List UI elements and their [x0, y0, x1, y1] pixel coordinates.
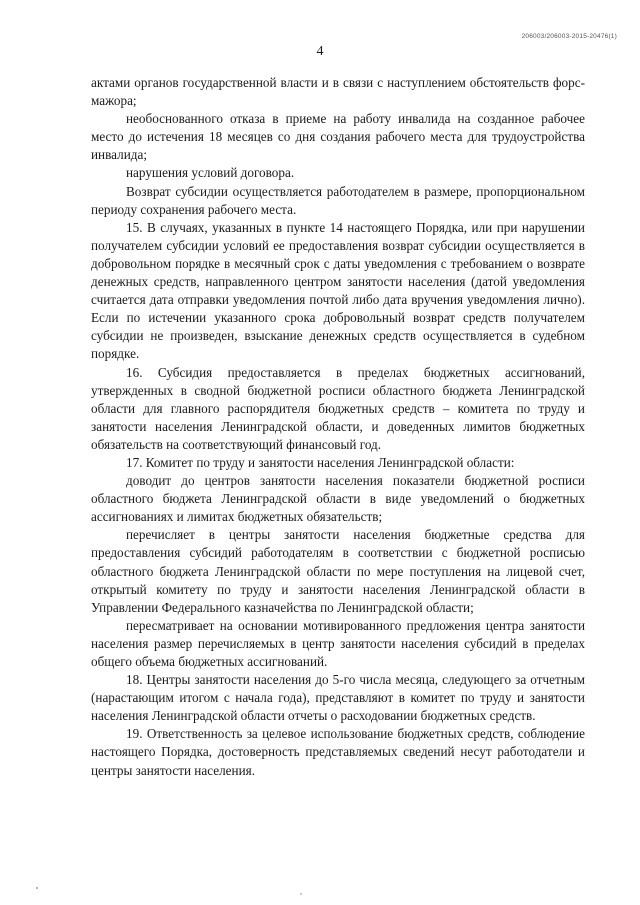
paragraph-unjustified-refusal: необоснованного отказа в приеме на работу инвалида на созданное рабочее место до истечения 18 месяцев со дня создания рабочего места для трудоустройства инвалида; — [91, 111, 585, 163]
document-id: 206003/206003-2015-20476(1) — [521, 33, 617, 40]
document-body — [91, 74, 585, 780]
paragraph-clause-16: 16. Субсидия предоставляется в пределах бюджетных ассигнований, утвержденных в сводной бюджетной росписи областного бюджета Ленинградской области для главного распорядителя бюджетных средств – комитета по труду и занятости населения Ленинградской области, и доведенных лимитов бюджетных обязательств на соответствующий финансовый год. — [91, 364, 585, 452]
paragraph-clause-19: 19. Ответственность за целевое использование бюджетных средств, соблюдение настоящего Порядка, достоверность представляемых сведений несут работодатели и центры занятости населения. — [91, 726, 585, 778]
paragraph-clause-17: 17. Комитет по труду и занятости населения Ленинградской области: — [126, 454, 515, 470]
paragraph-subsidy-return: Возврат субсидии осуществляется работодателем в размере, пропорциональном периоду сохранения рабочего места. — [91, 183, 585, 217]
paragraph-clause-17-revision: пересматривает на основании мотивированного предложения центра занятости населения размер перечисляемых в центр занятости населения субсидий в пределах общего объема бюджетных ассигнований. — [91, 617, 585, 669]
paragraph-contract-violation: нарушения условий договора. — [126, 165, 295, 181]
page-number: 4 — [316, 44, 324, 59]
paragraph-clause-17-indicators: доводит до центров занятости населения показатели бюджетной росписи областного бюджета Ленинградской области в виде уведомлений о бюджетных ассигнованиях и лимитах бюджетных обязательств; — [91, 473, 585, 525]
paragraph-force-majeure: актами органов государственной власти и в связи с наступлением обстоятельств форс-мажора; — [91, 75, 585, 109]
scan-speck — [36, 887, 38, 889]
paragraph-clause-17-transfers: перечисляет в центры занятости населения бюджетные средства для предоставления субсидий работодателям в соответствии с бюджетной росписью областного бюджета Ленинградской области по мере поступления на лицевой счет, открытый комитету по труду и занятости населения Ленинградской области в Управлении Федерального казначейства по Ленинградской области; — [91, 527, 585, 615]
paragraph-clause-15: 15. В случаях, указанных в пункте 14 настоящего Порядка, или при нарушении получателем субсидии условий ее предоставления возврат субсидии осуществляется в добровольном порядке в месячный срок с даты уведомления с требованием о возврате денежных средств, направленного центром занятости населения (датой уведомления считается дата отправки уведомления почтой либо дата вручения уведомления лично). Если по истечении указанного срока добровольный возврат средств получателем субсидии не произведен, взыскание денежных средств осуществляется в судебном порядке. — [91, 219, 585, 362]
paragraph-clause-18: 18. Центры занятости населения до 5-го числа месяца, следующего за отчетным (нарастающим итогом с начала года), представляют в комитет по труду и занятости населения Ленинградской области отчеты о расходовании бюджетных средств. — [91, 672, 585, 724]
scan-speck — [300, 893, 302, 895]
